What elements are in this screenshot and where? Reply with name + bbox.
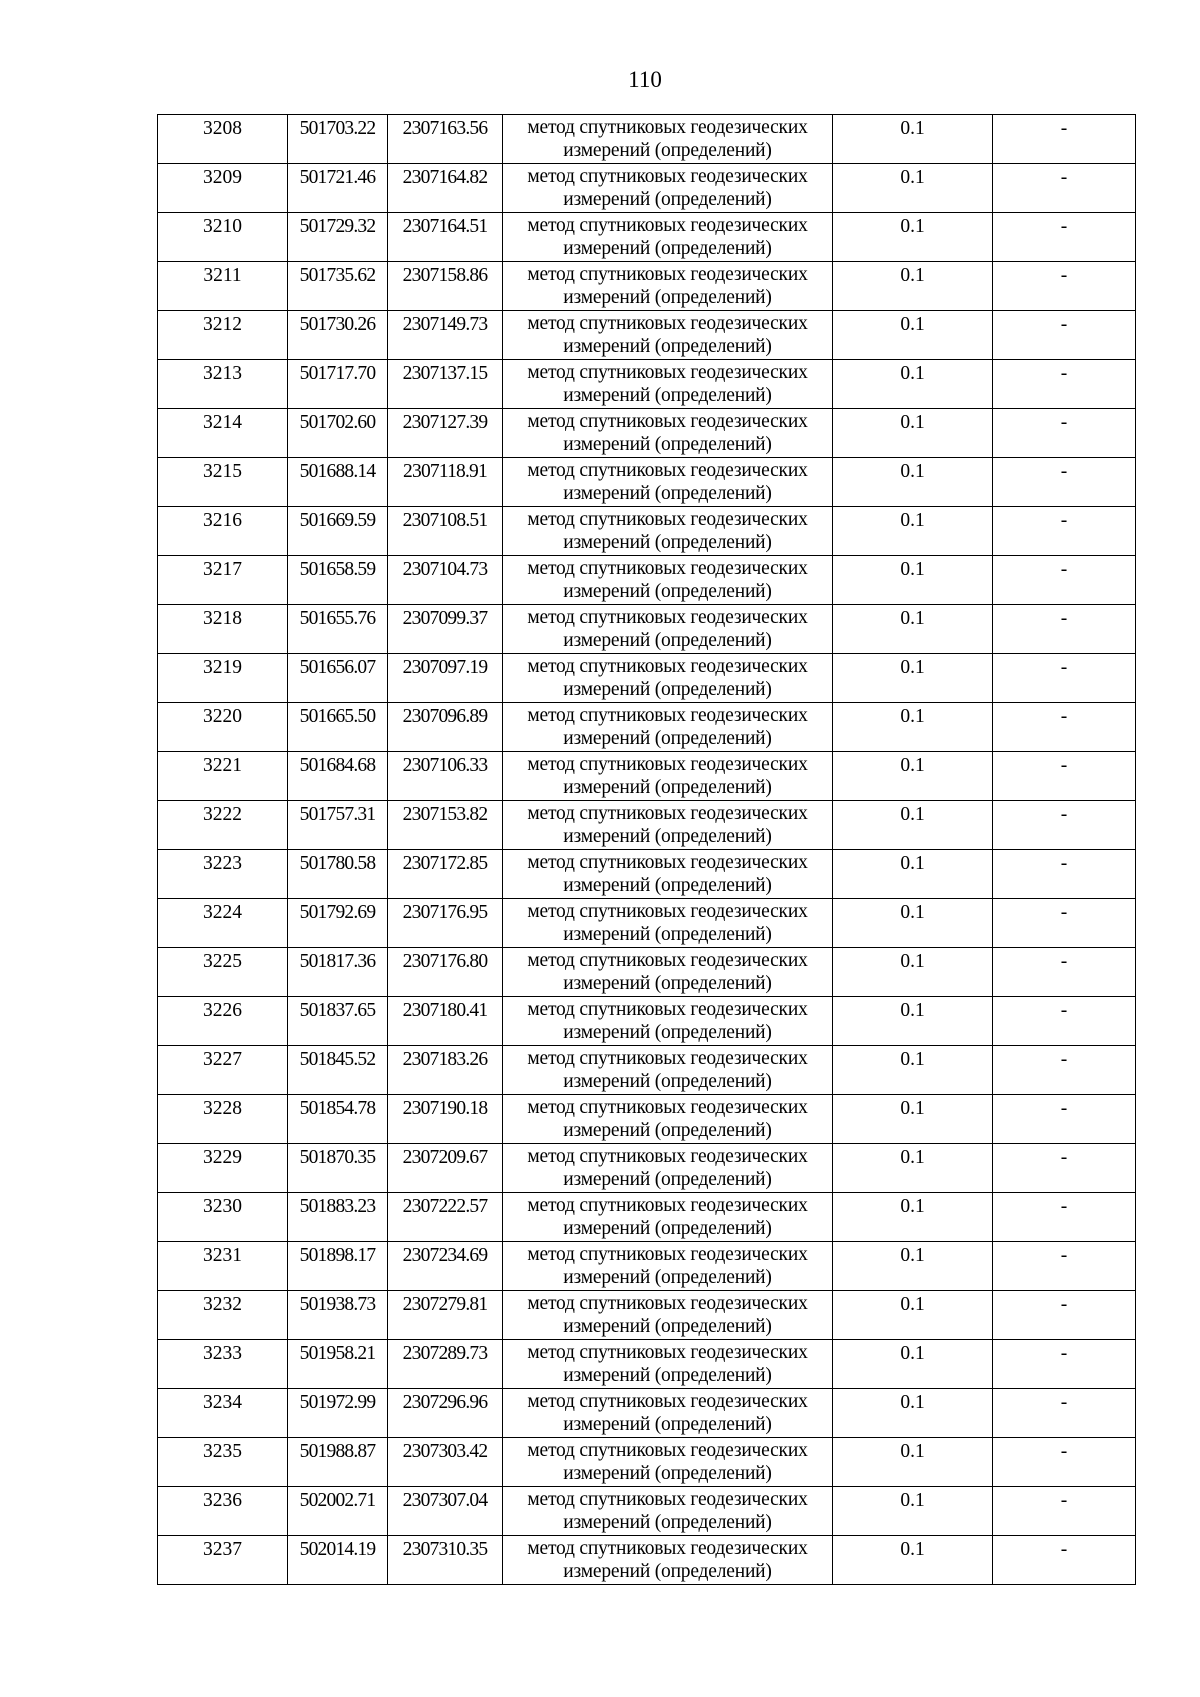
accuracy-cell: 0.1: [833, 1242, 993, 1291]
table-row: [158, 899, 1136, 948]
method-cell: метод спутниковых геодезических измерений (определений): [503, 311, 833, 360]
accuracy-cell: 0.1: [833, 1487, 993, 1536]
method-cell: метод спутниковых геодезических измерений (определений): [503, 507, 833, 556]
table-row: [158, 507, 1136, 556]
y-coordinate-cell: 2307097.19: [388, 654, 503, 703]
point-id-cell: 3210: [158, 213, 288, 262]
note-cell: -: [993, 1193, 1136, 1242]
table-row: [158, 752, 1136, 801]
note-cell: -: [993, 409, 1136, 458]
method-cell: метод спутниковых геодезических измерений (определений): [503, 948, 833, 997]
x-coordinate-cell: 501817.36: [288, 948, 388, 997]
point-id-cell: 3221: [158, 752, 288, 801]
x-coordinate-cell: 502002.71: [288, 1487, 388, 1536]
y-coordinate-cell: 2307176.80: [388, 948, 503, 997]
y-coordinate-cell: 2307108.51: [388, 507, 503, 556]
x-coordinate-cell: 501958.21: [288, 1340, 388, 1389]
note-cell: -: [993, 1046, 1136, 1095]
table-row: [158, 458, 1136, 507]
method-cell: метод спутниковых геодезических измерений (определений): [503, 899, 833, 948]
y-coordinate-cell: 2307222.57: [388, 1193, 503, 1242]
point-id-cell: 3234: [158, 1389, 288, 1438]
y-coordinate-cell: 2307176.95: [388, 899, 503, 948]
x-coordinate-cell: 501669.59: [288, 507, 388, 556]
note-cell: -: [993, 1438, 1136, 1487]
method-cell: метод спутниковых геодезических измерений (определений): [503, 1242, 833, 1291]
x-coordinate-cell: 501757.31: [288, 801, 388, 850]
method-cell: метод спутниковых геодезических измерений (определений): [503, 1291, 833, 1340]
x-coordinate-cell: 501655.76: [288, 605, 388, 654]
note-cell: -: [993, 948, 1136, 997]
method-cell: метод спутниковых геодезических измерений (определений): [503, 752, 833, 801]
point-id-cell: 3209: [158, 164, 288, 213]
page-number: 110: [628, 67, 662, 92]
method-cell: метод спутниковых геодезических измерений (определений): [503, 458, 833, 507]
accuracy-cell: 0.1: [833, 164, 993, 213]
accuracy-cell: 0.1: [833, 997, 993, 1046]
note-cell: -: [993, 703, 1136, 752]
x-coordinate-cell: 501702.60: [288, 409, 388, 458]
method-cell: метод спутниковых геодезических измерений (определений): [503, 1438, 833, 1487]
y-coordinate-cell: 2307099.37: [388, 605, 503, 654]
y-coordinate-cell: 2307096.89: [388, 703, 503, 752]
table-row: [158, 1291, 1136, 1340]
table-row: [158, 1389, 1136, 1438]
y-coordinate-cell: 2307307.04: [388, 1487, 503, 1536]
x-coordinate-cell: 501870.35: [288, 1144, 388, 1193]
note-cell: -: [993, 1389, 1136, 1438]
accuracy-cell: 0.1: [833, 1389, 993, 1438]
point-id-cell: 3224: [158, 899, 288, 948]
y-coordinate-cell: 2307303.42: [388, 1438, 503, 1487]
x-coordinate-cell: 501735.62: [288, 262, 388, 311]
y-coordinate-cell: 2307234.69: [388, 1242, 503, 1291]
method-cell: метод спутниковых геодезических измерений (определений): [503, 409, 833, 458]
point-id-cell: 3227: [158, 1046, 288, 1095]
accuracy-cell: 0.1: [833, 1193, 993, 1242]
table-row: [158, 850, 1136, 899]
table-row: [158, 948, 1136, 997]
x-coordinate-cell: 501721.46: [288, 164, 388, 213]
note-cell: -: [993, 360, 1136, 409]
x-coordinate-cell: 501837.65: [288, 997, 388, 1046]
note-cell: -: [993, 850, 1136, 899]
note-cell: -: [993, 1487, 1136, 1536]
point-id-cell: 3212: [158, 311, 288, 360]
note-cell: -: [993, 899, 1136, 948]
y-coordinate-cell: 2307180.41: [388, 997, 503, 1046]
y-coordinate-cell: 2307104.73: [388, 556, 503, 605]
method-cell: метод спутниковых геодезических измерений (определений): [503, 801, 833, 850]
table-row: [158, 556, 1136, 605]
x-coordinate-cell: 501656.07: [288, 654, 388, 703]
note-cell: -: [993, 997, 1136, 1046]
note-cell: -: [993, 507, 1136, 556]
point-id-cell: 3230: [158, 1193, 288, 1242]
point-id-cell: 3220: [158, 703, 288, 752]
y-coordinate-cell: 2307279.81: [388, 1291, 503, 1340]
point-id-cell: 3215: [158, 458, 288, 507]
x-coordinate-cell: 501988.87: [288, 1438, 388, 1487]
x-coordinate-cell: 501665.50: [288, 703, 388, 752]
method-cell: метод спутниковых геодезических измерений (определений): [503, 1193, 833, 1242]
method-cell: метод спутниковых геодезических измерений (определений): [503, 1340, 833, 1389]
accuracy-cell: 0.1: [833, 1536, 993, 1585]
accuracy-cell: 0.1: [833, 1046, 993, 1095]
point-id-cell: 3208: [158, 115, 288, 164]
y-coordinate-cell: 2307164.82: [388, 164, 503, 213]
method-cell: метод спутниковых геодезических измерений (определений): [503, 164, 833, 213]
x-coordinate-cell: 501684.68: [288, 752, 388, 801]
y-coordinate-cell: 2307172.85: [388, 850, 503, 899]
table-row: [158, 801, 1136, 850]
x-coordinate-cell: 501938.73: [288, 1291, 388, 1340]
note-cell: -: [993, 801, 1136, 850]
y-coordinate-cell: 2307163.56: [388, 115, 503, 164]
method-cell: метод спутниковых геодезических измерений (определений): [503, 850, 833, 899]
point-id-cell: 3219: [158, 654, 288, 703]
x-coordinate-cell: 501898.17: [288, 1242, 388, 1291]
note-cell: -: [993, 458, 1136, 507]
accuracy-cell: 0.1: [833, 605, 993, 654]
y-coordinate-cell: 2307289.73: [388, 1340, 503, 1389]
method-cell: метод спутниковых геодезических измерений (определений): [503, 654, 833, 703]
y-coordinate-cell: 2307158.86: [388, 262, 503, 311]
note-cell: -: [993, 605, 1136, 654]
coordinates-table-body: [158, 115, 1136, 1585]
point-id-cell: 3233: [158, 1340, 288, 1389]
x-coordinate-cell: 501729.32: [288, 213, 388, 262]
y-coordinate-cell: 2307149.73: [388, 311, 503, 360]
method-cell: метод спутниковых геодезических измерений (определений): [503, 115, 833, 164]
note-cell: -: [993, 752, 1136, 801]
method-cell: метод спутниковых геодезических измерений (определений): [503, 360, 833, 409]
point-id-cell: 3222: [158, 801, 288, 850]
x-coordinate-cell: 501658.59: [288, 556, 388, 605]
table-row: [158, 1487, 1136, 1536]
accuracy-cell: 0.1: [833, 556, 993, 605]
x-coordinate-cell: 501854.78: [288, 1095, 388, 1144]
x-coordinate-cell: 501972.99: [288, 1389, 388, 1438]
table-row: [158, 1193, 1136, 1242]
accuracy-cell: 0.1: [833, 1438, 993, 1487]
y-coordinate-cell: 2307296.96: [388, 1389, 503, 1438]
point-id-cell: 3235: [158, 1438, 288, 1487]
method-cell: метод спутниковых геодезических измерений (определений): [503, 1046, 833, 1095]
accuracy-cell: 0.1: [833, 115, 993, 164]
point-id-cell: 3237: [158, 1536, 288, 1585]
point-id-cell: 3217: [158, 556, 288, 605]
note-cell: -: [993, 164, 1136, 213]
y-coordinate-cell: 2307164.51: [388, 213, 503, 262]
method-cell: метод спутниковых геодезических измерений (определений): [503, 605, 833, 654]
table-row: [158, 703, 1136, 752]
coordinates-table: [157, 114, 1136, 1585]
point-id-cell: 3229: [158, 1144, 288, 1193]
note-cell: -: [993, 1144, 1136, 1193]
y-coordinate-cell: 2307106.33: [388, 752, 503, 801]
table-row: [158, 360, 1136, 409]
x-coordinate-cell: 501688.14: [288, 458, 388, 507]
note-cell: -: [993, 1095, 1136, 1144]
table-row: [158, 115, 1136, 164]
table-row: [158, 1095, 1136, 1144]
point-id-cell: 3232: [158, 1291, 288, 1340]
accuracy-cell: 0.1: [833, 899, 993, 948]
point-id-cell: 3214: [158, 409, 288, 458]
accuracy-cell: 0.1: [833, 801, 993, 850]
table-row: [158, 1438, 1136, 1487]
x-coordinate-cell: 501883.23: [288, 1193, 388, 1242]
x-coordinate-cell: 501717.70: [288, 360, 388, 409]
method-cell: метод спутниковых геодезических измерений (определений): [503, 1389, 833, 1438]
method-cell: метод спутниковых геодезических измерений (определений): [503, 1487, 833, 1536]
point-id-cell: 3223: [158, 850, 288, 899]
method-cell: метод спутниковых геодезических измерений (определений): [503, 556, 833, 605]
note-cell: -: [993, 213, 1136, 262]
accuracy-cell: 0.1: [833, 213, 993, 262]
accuracy-cell: 0.1: [833, 850, 993, 899]
x-coordinate-cell: 501780.58: [288, 850, 388, 899]
accuracy-cell: 0.1: [833, 1144, 993, 1193]
accuracy-cell: 0.1: [833, 703, 993, 752]
method-cell: метод спутниковых геодезических измерений (определений): [503, 213, 833, 262]
point-id-cell: 3218: [158, 605, 288, 654]
note-cell: -: [993, 311, 1136, 360]
y-coordinate-cell: 2307183.26: [388, 1046, 503, 1095]
accuracy-cell: 0.1: [833, 1291, 993, 1340]
accuracy-cell: 0.1: [833, 262, 993, 311]
note-cell: -: [993, 1242, 1136, 1291]
x-coordinate-cell: 501730.26: [288, 311, 388, 360]
table-row: [158, 409, 1136, 458]
accuracy-cell: 0.1: [833, 654, 993, 703]
point-id-cell: 3213: [158, 360, 288, 409]
method-cell: метод спутниковых геодезических измерений (определений): [503, 703, 833, 752]
method-cell: метод спутниковых геодезических измерений (определений): [503, 1095, 833, 1144]
accuracy-cell: 0.1: [833, 360, 993, 409]
method-cell: метод спутниковых геодезических измерений (определений): [503, 1144, 833, 1193]
table-row: [158, 262, 1136, 311]
method-cell: метод спутниковых геодезических измерений (определений): [503, 1536, 833, 1585]
point-id-cell: 3211: [158, 262, 288, 311]
point-id-cell: 3216: [158, 507, 288, 556]
method-cell: метод спутниковых геодезических измерений (определений): [503, 262, 833, 311]
note-cell: -: [993, 654, 1136, 703]
accuracy-cell: 0.1: [833, 948, 993, 997]
note-cell: -: [993, 556, 1136, 605]
y-coordinate-cell: 2307137.15: [388, 360, 503, 409]
point-id-cell: 3231: [158, 1242, 288, 1291]
point-id-cell: 3225: [158, 948, 288, 997]
table-row: [158, 654, 1136, 703]
note-cell: -: [993, 262, 1136, 311]
point-id-cell: 3228: [158, 1095, 288, 1144]
accuracy-cell: 0.1: [833, 752, 993, 801]
y-coordinate-cell: 2307190.18: [388, 1095, 503, 1144]
y-coordinate-cell: 2307118.91: [388, 458, 503, 507]
table-row: [158, 164, 1136, 213]
point-id-cell: 3236: [158, 1487, 288, 1536]
accuracy-cell: 0.1: [833, 1095, 993, 1144]
x-coordinate-cell: 501845.52: [288, 1046, 388, 1095]
table-row: [158, 213, 1136, 262]
note-cell: -: [993, 1536, 1136, 1585]
table-row: [158, 311, 1136, 360]
x-coordinate-cell: 501792.69: [288, 899, 388, 948]
note-cell: -: [993, 1291, 1136, 1340]
y-coordinate-cell: 2307209.67: [388, 1144, 503, 1193]
table-row: [158, 1340, 1136, 1389]
note-cell: -: [993, 115, 1136, 164]
table-row: [158, 1046, 1136, 1095]
accuracy-cell: 0.1: [833, 507, 993, 556]
x-coordinate-cell: 502014.19: [288, 1536, 388, 1585]
y-coordinate-cell: 2307153.82: [388, 801, 503, 850]
y-coordinate-cell: 2307310.35: [388, 1536, 503, 1585]
accuracy-cell: 0.1: [833, 311, 993, 360]
x-coordinate-cell: 501703.22: [288, 115, 388, 164]
y-coordinate-cell: 2307127.39: [388, 409, 503, 458]
accuracy-cell: 0.1: [833, 458, 993, 507]
table-row: [158, 605, 1136, 654]
accuracy-cell: 0.1: [833, 1340, 993, 1389]
table-row: [158, 1536, 1136, 1585]
point-id-cell: 3226: [158, 997, 288, 1046]
note-cell: -: [993, 1340, 1136, 1389]
method-cell: метод спутниковых геодезических измерений (определений): [503, 997, 833, 1046]
table-row: [158, 1242, 1136, 1291]
table-row: [158, 997, 1136, 1046]
table-row: [158, 1144, 1136, 1193]
accuracy-cell: 0.1: [833, 409, 993, 458]
